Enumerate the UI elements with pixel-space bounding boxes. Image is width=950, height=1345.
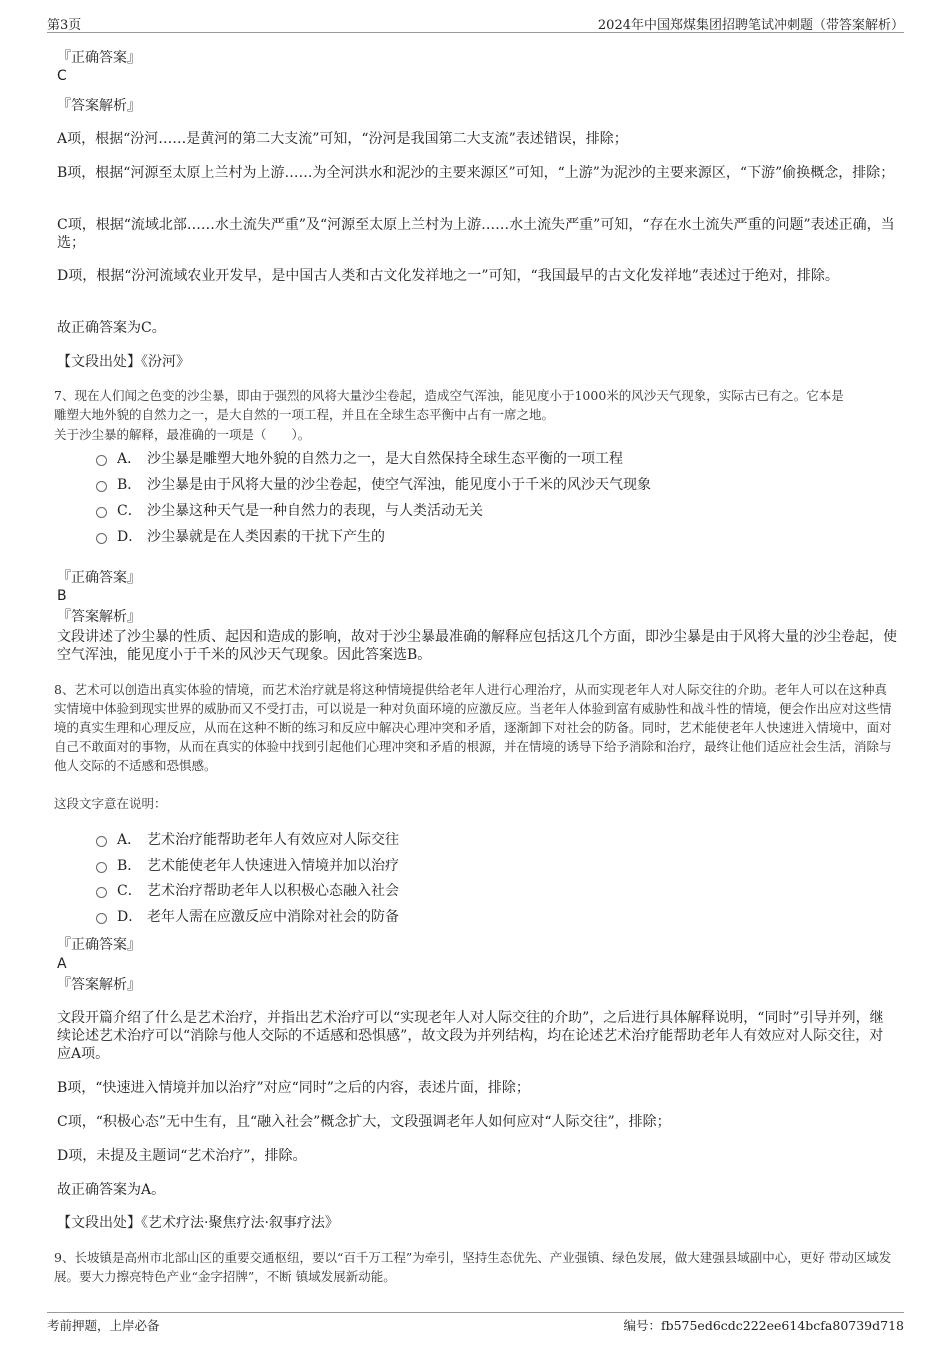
page-footer [47, 1312, 904, 1333]
answer-value: C [57, 68, 67, 84]
radio-icon[interactable] [96, 836, 107, 847]
analysis-heading: 『答案解析』 [57, 977, 141, 993]
source-citation: 【文段出处】《艺术疗法·聚焦疗法·叙事疗法》 [57, 1215, 339, 1231]
option-b[interactable]: B． 沙尘暴是由于风将大量的沙尘卷起，使空气浑浊，能见度小于千米的风沙天气现象 [96, 476, 651, 494]
question-prompt: 这段文字意在说明： [54, 796, 167, 811]
analysis-paragraph: D项，未提及主题词“艺术治疗”，排除。 [57, 1148, 307, 1164]
radio-icon[interactable] [96, 455, 107, 466]
question-prompt: 关于沙尘暴的解释，最准确的一项是（ ）。 [54, 427, 311, 442]
conclusion: 故正确答案为A。 [57, 1182, 166, 1198]
answer-heading: 『正确答案』 [57, 937, 141, 953]
page-header [47, 10, 904, 33]
analysis-paragraph: B项，根据“河源至太原上兰村为上游……为全河洪水和泥沙的主要来源区”可知，“上游”为泥沙的主要来源区，“下游”偷换概念，排除； [57, 165, 895, 181]
analysis-paragraph: 文段开篇介绍了什么是艺术治疗，并指出艺术治疗可以“实现老年人对人际交往的介助”，之后进行具体解释说明，“同时”引导并列，继续论述艺术治疗可以“消除与他人交际的不适感和恐惧感”，故文段为并列结构，均在论述艺术治疗能帮助老年人有效应对人际交往，对应A项。 [57, 1010, 884, 1062]
analysis-paragraph: A项，根据“汾河……是黄河的第二大支流”可知，“汾河是我国第二大支流”表述错误，排除； [57, 131, 628, 147]
document-title: 2024年中国郑煤集团招聘笔试冲刺题（带答案解析） [597, 18, 904, 33]
option-d[interactable]: D． 老年人需在应激反应中消除对社会的防备 [96, 908, 399, 926]
analysis-heading: 『答案解析』 [57, 98, 141, 114]
option-c[interactable]: C． 艺术治疗帮助老年人以积极心态融入社会 [96, 882, 399, 900]
radio-icon[interactable] [96, 887, 107, 898]
analysis-paragraph: D项，根据“汾河流域农业开发早，是中国古人类和古文化发祥地之一”可知，“我国最早的古文化发祥地”表述过于绝对，排除。 [57, 268, 839, 284]
answer-heading: 『正确答案』 [57, 570, 141, 586]
radio-icon[interactable] [96, 533, 107, 544]
option-a[interactable]: A． 艺术治疗能帮助老年人有效应对人际交往 [96, 831, 399, 849]
answer-value: A [57, 956, 67, 972]
analysis-paragraph: B项，“快速进入情境并加以治疗”对应“同时”之后的内容，表述片面，排除； [57, 1080, 530, 1096]
conclusion: 故正确答案为C。 [57, 320, 166, 336]
answer-value: B [57, 588, 67, 604]
radio-icon[interactable] [96, 862, 107, 873]
option-d[interactable]: D． 沙尘暴就是在人类因素的干扰下产生的 [96, 528, 385, 546]
page-number: 第3页 [47, 18, 82, 33]
option-c[interactable]: C． 沙尘暴这种天气是一种自然力的表现，与人类活动无关 [96, 502, 483, 520]
footer-slogan: 考前押题，上岸必备 [47, 1318, 160, 1333]
radio-icon[interactable] [96, 481, 107, 492]
document-id: 编号：fb575ed6cdc222ee614bcfa80739d718 [623, 1318, 904, 1333]
option-b[interactable]: B． 艺术能使老年人快速进入情境并加以治疗 [96, 857, 399, 875]
answer-heading: 『正确答案』 [57, 50, 141, 66]
option-a[interactable]: A． 沙尘暴是雕塑大地外貌的自然力之一，是大自然保持全球生态平衡的一项工程 [96, 450, 623, 468]
source-citation: 【文段出处】《汾河》 [57, 354, 190, 370]
question-stem: 8、艺术可以创造出真实体验的情境，而艺术治疗就是将这种情境提供给老年人进行心理治疗，从而实现老年人对人际交往的介助。老年人可以在这种真实情境中体验到现实世界的威胁而又不受打击，可以说是一种对负面环境的应激反应。当老年人体验到富有威胁性和战斗性的情境，便会作出应对这些情境的真实生理和心理反应，从而在这种不断的练习和反应中解决心理冲突和矛盾，逐渐卸下对社会的防备。同时，艺术能使老年人快速进入情境中，面对自己不敢面对的事物，从而在真实的体验中找到引起他们心理冲突和矛盾的根源，并在情境的诱导下给予消除和治疗，最终让他们适应社会生活，消除与他人交际的不适感和恐惧感。 [54, 682, 892, 773]
analysis-paragraph: C项，“积极心态”无中生有，且“融入社会”概念扩大，文段强调老年人如何应对“人际交往”，排除； [57, 1114, 671, 1130]
radio-icon[interactable] [96, 507, 107, 518]
question-stem: 7、现在人们闻之色变的沙尘暴，即由于强烈的风将大量沙尘卷起，造成空气浑浊，能见度小于1000米的风沙天气现象，实际古已有之。它本是 [54, 388, 844, 403]
analysis-heading: 『答案解析』 [57, 609, 141, 625]
analysis-paragraph: C项，根据“流域北部……水土流失严重”及“河源至太原上兰村为上游……水土流失严重”可知，“存在水土流失严重的问题”表述正确，当选； [57, 217, 895, 251]
question-stem: 雕塑大地外貌的自然力之一，是大自然的一项工程，并且在全球生态平衡中占有一席之地。 [54, 407, 555, 422]
question-stem: 9、长坡镇是高州市北部山区的重要交通枢纽，要以“百千万工程”为牵引，坚持生态优先、产业强镇、绿色发展，做大建强县域副中心，更好 带动区域发展。要大力擦亮特色产业“金字招牌”，不断 镇域发展新动能。 [54, 1250, 892, 1284]
radio-icon[interactable] [96, 913, 107, 924]
analysis-paragraph: 文段讲述了沙尘暴的性质、起因和造成的影响，故对于沙尘暴最准确的解释应包括这几个方面，即沙尘暴是由于风将大量的沙尘卷起，使空气浑浊，能见度小于千米的风沙天气现象。因此答案选B。 [57, 629, 897, 663]
